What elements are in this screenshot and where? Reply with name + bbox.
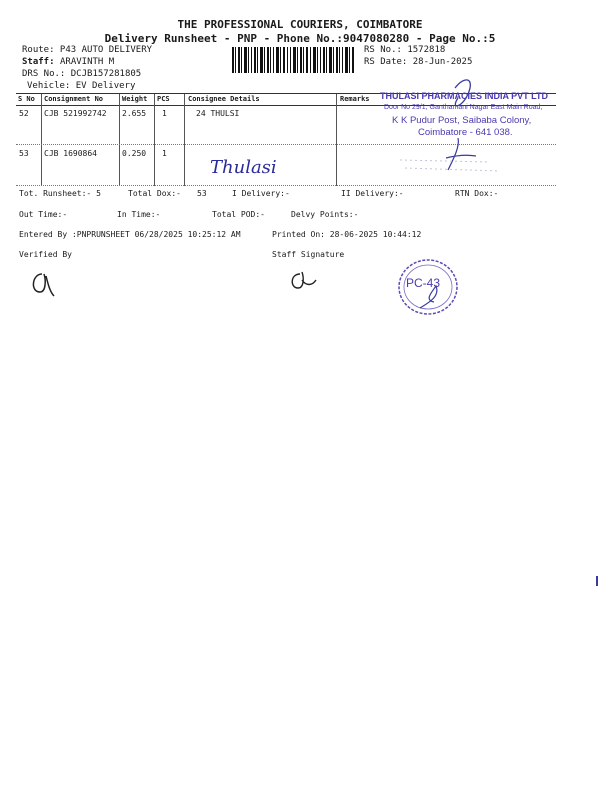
verified-by-label: Verified By	[19, 250, 72, 259]
col-divider	[41, 94, 42, 186]
runsheet-title: Delivery Runsheet - PNP - Phone No.:9047080280 - Page No.:5	[104, 32, 496, 45]
out-time: Out Time:-	[19, 210, 68, 219]
vehicle-text: Vehicle: EV Delivery	[27, 81, 136, 91]
table-bottom-rule	[16, 185, 556, 186]
col-header-pcs: PCS	[157, 95, 170, 103]
drs-number: DRS No.: DCJB157281805	[22, 69, 142, 79]
barcode-image	[232, 47, 356, 73]
col-header-sno: S No	[18, 95, 35, 103]
row-52-consignment: CJB 521992742	[44, 109, 107, 118]
col-header-remarks: Remarks	[340, 95, 370, 103]
in-time: In Time:-	[117, 210, 161, 219]
verifier-signature	[26, 266, 60, 300]
col-divider	[154, 94, 155, 186]
entered-by: Entered By :PNPRUNSHEET 06/28/2025 10:25:12 AM	[19, 230, 241, 239]
tot-runsheet: Tot. Runsheet:- 5	[19, 189, 101, 198]
total-dox-value: 53	[197, 189, 207, 198]
col-divider	[184, 94, 185, 186]
rtn-dox: RTN Dox:-	[455, 189, 499, 198]
staff-value: ARAVINTH M	[60, 57, 115, 67]
row-52-sno: 52	[19, 109, 29, 118]
row-52-consignee: 24 THULSI	[196, 109, 240, 118]
row-52-weight: 2.655	[122, 109, 147, 118]
stamp-signature-scribble	[380, 70, 560, 182]
row-53-sno: 53	[19, 149, 29, 158]
stamp-company: THULASI PHARMACIES INDIA PVT LTD	[380, 91, 548, 101]
delvy-points: Delvy Points:-	[291, 210, 359, 219]
staff-label: Staff:	[22, 57, 55, 67]
staff-signature-label: Staff Signature	[272, 250, 345, 259]
route-text: Route: P43 AUTO DELIVERY	[22, 45, 153, 55]
edge-mark	[596, 576, 598, 586]
stamp-line2: K K Pudur Post, Saibaba Colony,	[392, 115, 532, 126]
row-52-pcs: 1	[162, 109, 167, 118]
col-header-weight: Weight	[122, 95, 148, 103]
rs-number: RS No.: 1572818	[364, 45, 446, 55]
total-pod: Total POD:-	[212, 210, 265, 219]
ii-delivery: II Delivery:-	[341, 189, 404, 198]
col-divider	[119, 94, 120, 186]
staff-signature-mark	[286, 266, 320, 294]
col-divider	[336, 94, 337, 186]
stamp-line3: Coimbatore - 641 038.	[418, 127, 513, 138]
printed-on: Printed On: 28-06-2025 10:44:12	[272, 230, 422, 239]
company-title: THE PROFESSIONAL COURIERS, COIMBATORE	[177, 18, 423, 31]
row-53-consignment: CJB 1690864	[44, 149, 97, 158]
rs-date: RS Date: 28-Jun-2025	[364, 57, 473, 67]
receiver-handwriting: Thulasi	[210, 157, 277, 178]
col-header-consignee: Consignee Details	[188, 95, 260, 103]
row-53-pcs: 1	[162, 149, 167, 158]
row-53-weight: 0.250	[122, 149, 147, 158]
i-delivery: I Delivery:-	[232, 189, 290, 198]
total-dox-label: Total Dox:-	[128, 189, 181, 198]
seal-text: PC-43	[406, 276, 441, 290]
stamp-line1: Door No 29/1, Ganthamani Nagar East Main Road,	[384, 104, 543, 111]
col-header-consignment: Consignment No	[44, 95, 104, 103]
